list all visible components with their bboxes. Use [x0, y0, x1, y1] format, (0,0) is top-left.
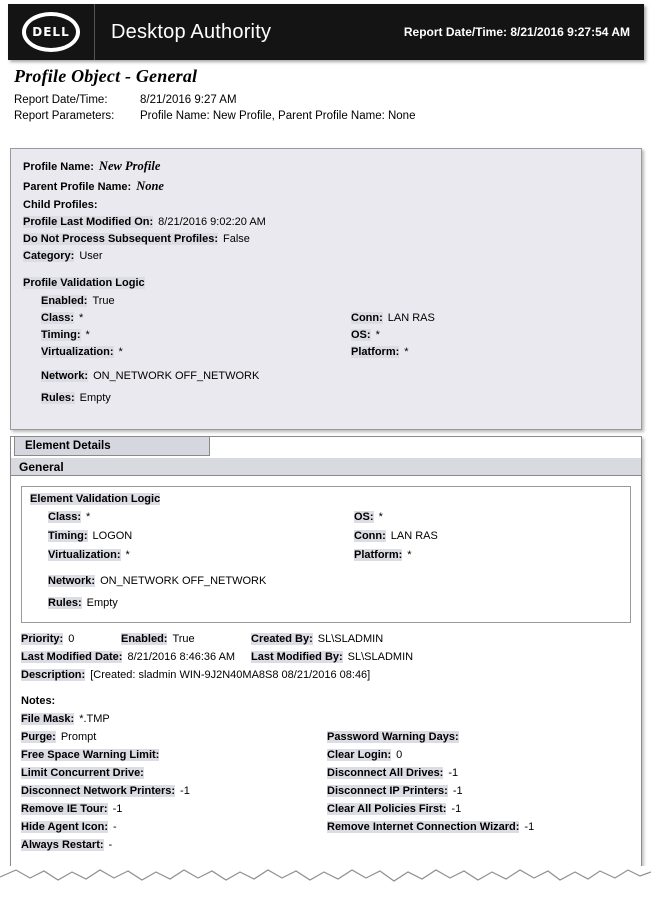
last-modified-row: [21, 651, 631, 663]
setting-right-group: [327, 785, 463, 797]
element-details-section-header: General: [11, 458, 641, 476]
dell-logo-oval: [22, 12, 80, 52]
parent-profile-label: Parent Profile Name:: [23, 181, 132, 193]
profile-timing-os-row: [41, 329, 629, 341]
setting-label: Disconnect Network Printers:: [21, 785, 176, 797]
setting-label: Purge:: [21, 731, 56, 743]
profile-platform-group: [351, 346, 409, 358]
report-meta: [14, 94, 415, 126]
profile-summary-panel: [10, 148, 642, 430]
meta-value: 8/21/2016 9:27 AM: [140, 94, 237, 106]
profile-validation-title: Profile Validation Logic: [23, 277, 145, 289]
setting-left-group: [21, 803, 122, 815]
evl-class-os-row: [48, 511, 622, 525]
category-value: User: [79, 250, 103, 262]
last-modified-date-value: 8/21/2016 8:46:36 AM: [127, 651, 236, 663]
setting-label: Remove IE Tour:: [21, 803, 108, 815]
category-label: Category:: [23, 250, 75, 262]
tab-element-details[interactable]: Element Details: [14, 436, 210, 456]
setting-value: [327, 839, 332, 851]
created-by-group: [251, 633, 383, 645]
setting-label: File Mask:: [21, 713, 75, 725]
header-report-datetime-value: 8/21/2016 9:27:54 AM: [510, 25, 630, 39]
header-report-datetime-label: Report Date/Time:: [403, 25, 508, 39]
setting-label: Disconnect All Drives:: [327, 767, 444, 779]
do-not-process-label: Do Not Process Subsequent Profiles:: [23, 233, 218, 245]
setting-label: Clear All Policies First:: [327, 803, 447, 815]
dell-logo: [8, 4, 95, 60]
setting-value: -1: [524, 821, 535, 833]
last-modified-by-group: [251, 651, 413, 663]
child-profiles-row: [23, 199, 629, 211]
setting-right-group: [327, 803, 461, 815]
evl-conn-value: LAN RAS: [390, 530, 438, 542]
evl-os-label: OS:: [354, 511, 374, 523]
setting-value: -1: [451, 803, 462, 815]
profile-class-conn-row: [41, 312, 629, 324]
profile-conn-value: LAN RAS: [387, 312, 435, 324]
settings-row: [21, 713, 631, 725]
evl-class-value: *: [86, 511, 91, 523]
settings-row: [21, 803, 631, 815]
setting-label: Clear Login:: [327, 749, 392, 761]
priority-enabled-createdby-row: [21, 633, 631, 645]
setting-value: Prompt: [60, 731, 97, 743]
setting-value: *.TMP: [79, 713, 110, 725]
profile-enabled-row: [41, 295, 629, 307]
profile-os-label: OS:: [351, 329, 371, 341]
settings-row: [21, 749, 631, 761]
element-details-tabstrip: [10, 436, 642, 459]
profile-last-modified-row: [23, 216, 629, 228]
evl-platform-label: Platform:: [354, 549, 403, 561]
profile-class-label: Class:: [41, 312, 75, 324]
profile-rules-row: [41, 392, 629, 404]
do-not-process-value: False: [222, 233, 250, 245]
element-details-body: [11, 478, 641, 874]
setting-value: -1: [452, 785, 463, 797]
evl-class-label: Class:: [48, 511, 82, 523]
element-attributes-block: [21, 633, 631, 707]
description-label: Description:: [21, 669, 86, 681]
profile-timing-value: *: [85, 329, 90, 341]
setting-value: 0: [396, 749, 403, 761]
setting-label: Always Restart:: [21, 839, 104, 851]
meta-label: Report Parameters:: [14, 110, 115, 122]
profile-network-value: ON_NETWORK OFF_NETWORK: [93, 370, 260, 382]
evl-virtualization-value: *: [125, 549, 130, 561]
setting-label: Limit Concurrent Drive:: [21, 767, 144, 779]
evl-rules-value: Empty: [86, 597, 118, 609]
app-title: Desktop Authority: [111, 20, 272, 43]
evl-rules-row: [48, 597, 622, 609]
parent-profile-row: [23, 179, 629, 194]
setting-value: [159, 749, 164, 761]
profile-name-value: New Profile: [98, 159, 161, 173]
created-by-value: SL\SLADMIN: [317, 633, 384, 645]
element-validation-title: Element Validation Logic: [30, 493, 161, 505]
setting-value: -1: [180, 785, 190, 797]
setting-label: Remove Internet Connection Wizard:: [327, 821, 520, 833]
setting-value: -: [112, 821, 117, 833]
profile-virtualization-value: *: [118, 346, 123, 358]
element-validation-logic-box: [21, 486, 631, 623]
app-header: [8, 4, 644, 60]
setting-label: Password Warning Days:: [327, 731, 459, 743]
profile-rules-label: Rules:: [41, 392, 75, 404]
notes-value: [55, 695, 60, 707]
profile-last-modified-label: Profile Last Modified On:: [23, 216, 154, 228]
profile-enabled-label: Enabled:: [41, 295, 88, 307]
settings-row: [21, 821, 631, 833]
setting-right-group: [327, 767, 458, 779]
setting-left-group: [21, 785, 190, 797]
profile-platform-value: *: [404, 346, 409, 358]
evl-rules-label: Rules:: [48, 597, 82, 609]
evl-conn-group: [354, 530, 438, 542]
evl-network-row: [48, 575, 622, 587]
notes-label: Notes:: [21, 695, 56, 707]
setting-left-group: [21, 821, 117, 833]
do-not-process-row: [23, 233, 629, 245]
evl-timing-conn-row: [48, 530, 622, 544]
meta-value: Profile Name: New Profile, Parent Profile Name: None: [140, 110, 416, 122]
evl-virtualization-label: Virtualization:: [48, 549, 121, 561]
evl-network-label: Network:: [48, 575, 96, 587]
setting-left-group: [21, 749, 164, 761]
profile-virtualization-platform-row: [41, 346, 629, 358]
settings-row: [21, 785, 631, 797]
setting-value: [144, 767, 149, 779]
element-settings-block: [21, 713, 631, 851]
evl-platform-value: *: [407, 549, 412, 561]
setting-value: -1: [112, 803, 123, 815]
meta-row: [14, 94, 415, 106]
setting-right-group: [327, 713, 332, 725]
profile-class-value: *: [79, 312, 84, 324]
last-modified-by-value: SL\SLADMIN: [347, 651, 414, 663]
element-enabled-value: True: [172, 633, 195, 645]
evl-timing-value: LOGON: [92, 530, 133, 542]
profile-enabled-value: True: [92, 295, 115, 307]
priority-value: 0: [68, 633, 75, 645]
evl-conn-label: Conn:: [354, 530, 386, 542]
setting-value: -1: [448, 767, 459, 779]
element-enabled-label: Enabled:: [121, 633, 168, 645]
created-by-label: Created By:: [251, 633, 313, 645]
setting-label: Hide Agent Icon:: [21, 821, 108, 833]
profile-platform-label: Platform:: [351, 346, 400, 358]
profile-virtualization-label: Virtualization:: [41, 346, 114, 358]
last-modified-by-label: Last Modified By:: [251, 651, 343, 663]
child-profiles-value: [98, 199, 103, 211]
profile-last-modified-value: 8/21/2016 9:02:20 AM: [158, 216, 266, 228]
setting-value: [327, 713, 332, 725]
setting-right-group: [327, 731, 464, 743]
page-title: Profile Object - General: [14, 66, 198, 86]
evl-network-value: ON_NETWORK OFF_NETWORK: [100, 575, 267, 587]
evl-timing-group: [48, 530, 132, 542]
profile-network-row: [41, 370, 629, 382]
setting-left-group: [21, 839, 112, 851]
child-profiles-label: Child Profiles:: [23, 199, 98, 211]
evl-os-value: *: [378, 511, 383, 523]
setting-left-group: [21, 767, 149, 779]
parent-profile-value: None: [136, 179, 164, 193]
setting-right-group: [327, 839, 332, 851]
description-value: [Created: sladmin WIN-9J2N40MA8S8 08/21/2016 08:46]: [90, 669, 371, 681]
setting-left-group: [21, 713, 110, 725]
evl-platform-group: [354, 549, 412, 561]
element-enabled-group: [121, 633, 195, 645]
dell-logo-text: DELL: [26, 16, 76, 48]
priority-label: Priority:: [21, 633, 64, 645]
description-row: [21, 669, 631, 681]
settings-row: [21, 767, 631, 779]
settings-row: [21, 731, 631, 743]
settings-row: [21, 839, 631, 851]
setting-value: [459, 731, 464, 743]
setting-value: -: [108, 839, 113, 851]
evl-timing-label: Timing:: [48, 530, 88, 542]
profile-network-label: Network:: [41, 370, 89, 382]
setting-label: Free Space Warning Limit:: [21, 749, 160, 761]
evl-virtualization-platform-row: [48, 549, 622, 563]
notes-row: [21, 695, 631, 707]
profile-conn-label: Conn:: [351, 312, 383, 324]
setting-label: Disconnect IP Printers:: [327, 785, 448, 797]
torn-page-edge: [0, 866, 651, 900]
meta-row: [14, 110, 415, 122]
setting-right-group: [327, 749, 402, 761]
profile-conn-group: [351, 312, 435, 324]
meta-label: Report Date/Time:: [14, 94, 108, 106]
profile-name-row: [23, 159, 629, 174]
last-modified-date-label: Last Modified Date:: [21, 651, 123, 663]
evl-virtualization-group: [48, 549, 130, 561]
profile-timing-label: Timing:: [41, 329, 81, 341]
profile-name-label: Profile Name:: [23, 161, 94, 173]
category-row: [23, 250, 629, 262]
profile-rules-value: Empty: [79, 392, 111, 404]
setting-right-group: [327, 821, 534, 833]
evl-class-group: [48, 511, 90, 523]
evl-os-group: [354, 511, 383, 523]
setting-left-group: [21, 731, 96, 743]
profile-os-value: *: [375, 329, 380, 341]
profile-os-group: [351, 329, 380, 341]
header-report-datetime: [404, 25, 644, 39]
